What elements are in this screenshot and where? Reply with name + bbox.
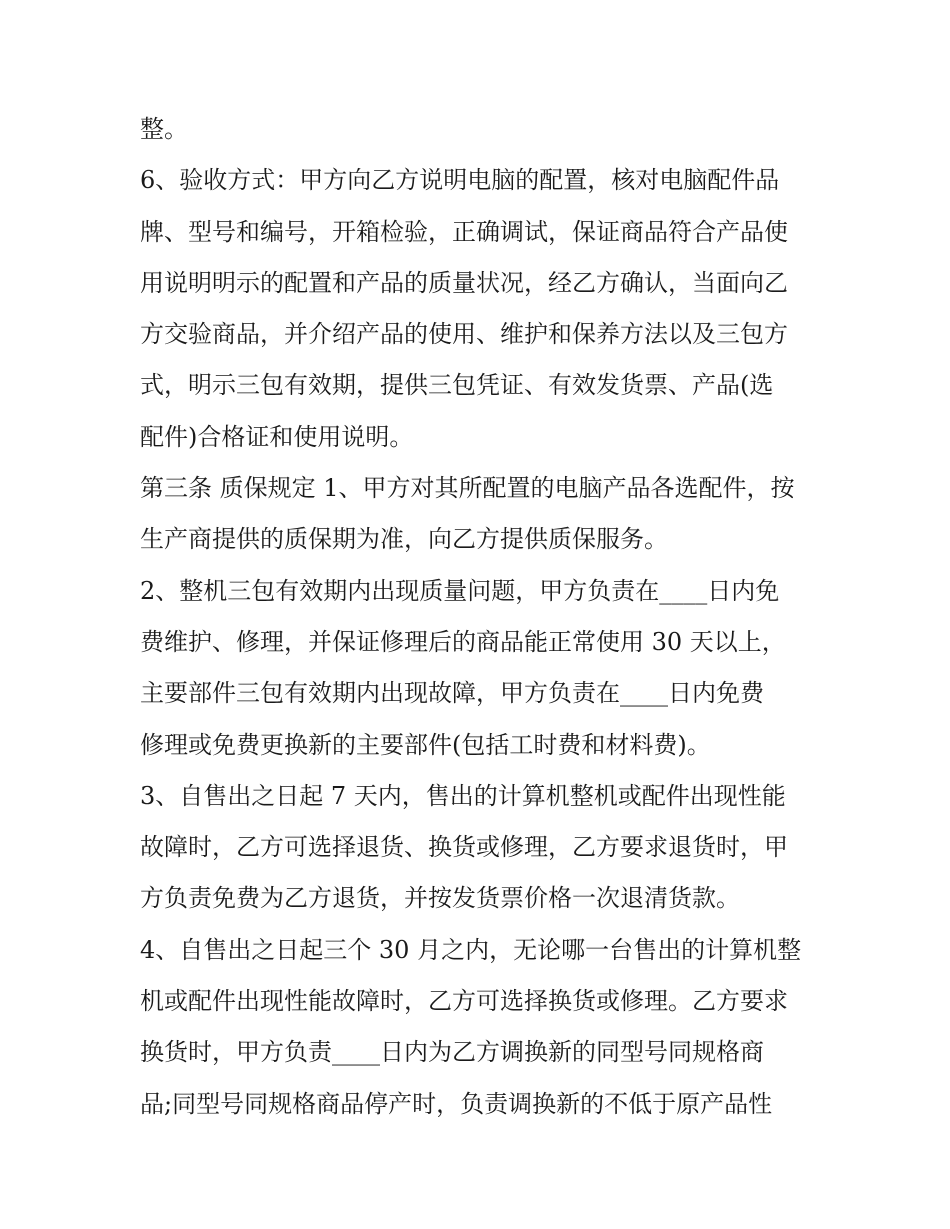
text-line: 主要部件三包有效期内出现故障，甲方负责在____日内免费: [140, 679, 764, 708]
text-line: 方负责免费为乙方退货，并按发货票价格一次退清货款。: [140, 884, 740, 913]
text-line: 2、整机三包有效期内出现质量问题，甲方负责在____日内免: [140, 576, 780, 605]
text-line: 方交验商品，并介绍产品的使用、维护和保养方法以及三包方: [140, 320, 788, 349]
text-line: 品;同型号同规格商品停产时，负责调换新的不低于原产品性: [140, 1089, 773, 1118]
text-line: 式，明示三包有效期，提供三包凭证、有效发货票、产品(选: [140, 371, 774, 400]
text-line: 费维护、修理，并保证修理后的商品能正常使用 30 天以上，: [140, 627, 786, 656]
text-line: 牌、型号和编号，开箱检验，正确调试，保证商品符合产品使: [140, 217, 788, 246]
document-body: [140, 104, 830, 1130]
text-line: 3、自售出之日起 7 天内，售出的计算机整机或配件出现性能: [140, 781, 786, 810]
text-line: 生产商提供的质保期为准，向乙方提供质保服务。: [140, 525, 668, 554]
text-line: 整。: [140, 115, 188, 143]
text-line: 6、验收方式：甲方向乙方说明电脑的配置，核对电脑配件品: [140, 166, 780, 195]
text-line: 配件)合格证和使用说明。: [140, 422, 414, 451]
text-line: 第三条 质保规定 1、甲方对其所配置的电脑产品各选配件，按: [140, 474, 795, 503]
text-line: 故障时，乙方可选择退货、换货或修理，乙方要求退货时，甲: [140, 833, 788, 862]
text-line: 用说明明示的配置和产品的质量状况，经乙方确认，当面向乙: [140, 268, 788, 297]
text-line: 4、自售出之日起三个 30 月之内，无论哪一台售出的计算机整: [140, 935, 802, 964]
text-line: 机或配件出现性能故障时，乙方可选择换货或修理。乙方要求: [140, 987, 788, 1016]
text-line: 换货时，甲方负责____日内为乙方调换新的同型号同规格商: [140, 1038, 764, 1067]
text-line: 修理或免费更换新的主要部件(包括工时费和材料费)。: [140, 730, 711, 759]
